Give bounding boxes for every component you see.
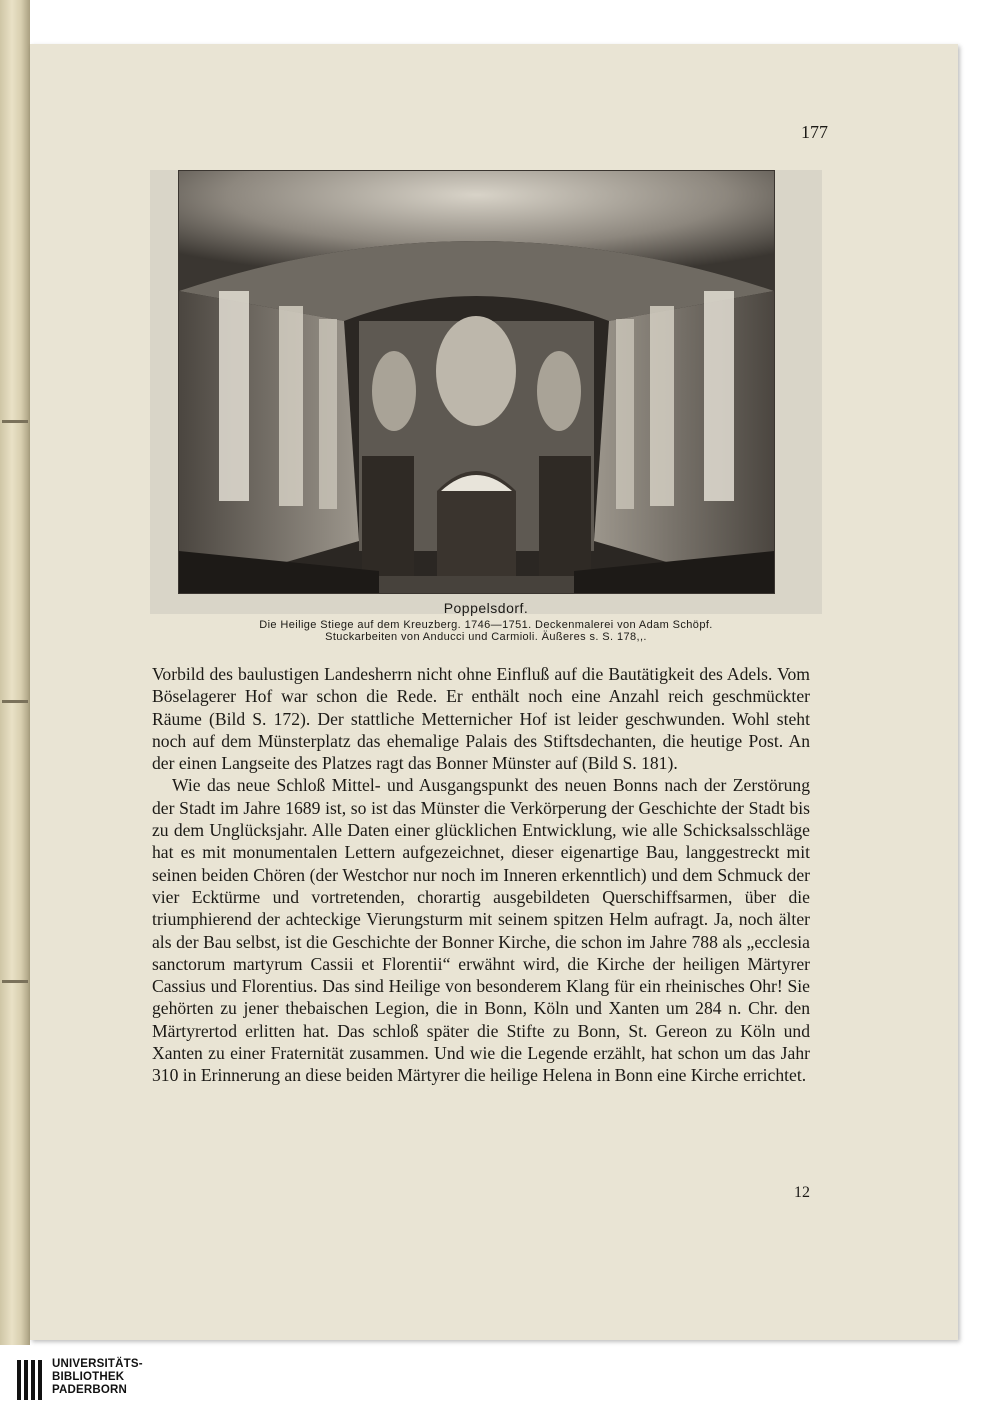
figure-caption-line: Die Heilige Stiege auf dem Kreuzberg. 1746—1751. Deckenmalerei von Adam Schöpf. xyxy=(259,619,713,631)
figure-caption xyxy=(150,600,822,643)
library-name-line: UNIVERSITÄTS- xyxy=(52,1358,143,1370)
library-name xyxy=(52,1358,143,1397)
library-logo xyxy=(0,1351,220,1409)
binding-stitch xyxy=(2,420,28,423)
paragraph: Vorbild des baulustigen Landesherrn nicht ohne Einfluß auf die Bautätigkeit des Adels. Vom Böselagerer Hof war schon die Rede. Er enthält noch eine Anzahl reich geschmückter Räume (Bild S. 172). Der stattliche Metternicher Hof ist leider geschwunden. Wohl steht noch auf dem Münsterplatz das ehemalige Palais des Stiftsdechanten, die heutige Post. An der einen Langseite des Platzes ragt das Bonner Münster auf (Bild S. 181). xyxy=(152,664,810,774)
paragraph: Wie das neue Schloß Mittel- und Ausgangspunkt des neuen Bonns nach der Zerstörung der Stadt im Jahre 1689 ist, so ist das Münster die Verkörperung der Geschichte der Stadt bis zu dem Unglücksjahr. Alle Daten einer glücklichen Entwicklung, wie alle Schicksalsschläge hat es mit monumentalen Lettern aufgezeichnet, dieser eigenartige Bau, langgestreckt mit seinen beiden Chören (der Westchor nur noch im Inneren erkenntlich) und dem Schmuck der vier Ecktürme und vortretenden, chorartig ausgebildeten Querschiffsarmen, über die triumphierend der achteckige Vierungsturm mit seinem spitzen Helm aufragt. Ja, noch älter als der Bau selbst, ist die Geschichte der Bonner Kirche, die schon im Jahre 788 als „ecclesia sanctorum martyrum Cassii et Florentii“ erwähnt wird, die Kirche der heiligen Märtyrer Cassius und Florentius. Das sind Heilige von besonderem Klang für ein rheinisches Ohr! Sie gehörten zu jener thebaischen Legion, die in Bonn, Köln und Xanten um 284 n. Chr. den Märtyrertod erlitten hat. Das schloß später die Stifte zu Bonn, St. Gereon zu Köln und Xanten zu einer Fraternität zusammen. Und wie die Legende erzählt, hat schon um das Jahr 310 in Erinnerung an diese beiden Märtyrer die heilige Helena in Bonn eine Kirche errichtet. xyxy=(152,775,810,1086)
figure-plate xyxy=(150,170,822,614)
figure-title: Poppelsdorf. xyxy=(443,600,529,616)
binding-stitch xyxy=(2,980,28,983)
page-number: 177 xyxy=(801,122,828,142)
library-name-line: BIBLIOTHEK xyxy=(52,1371,125,1383)
library-name-line: PADERBORN xyxy=(52,1384,128,1396)
book-page xyxy=(30,44,958,1340)
figure-photo xyxy=(178,170,775,594)
figure-caption-line: Stuckarbeiten von Anducci und Carmioli. Äußeres s. S. 178,,. xyxy=(325,631,647,643)
staircase-hall-illustration xyxy=(179,171,774,593)
signature-mark: 12 xyxy=(794,1184,810,1201)
binding-stitch xyxy=(2,700,28,703)
library-emblem-icon xyxy=(16,1359,46,1401)
book-binding xyxy=(0,0,30,1345)
body-text xyxy=(152,663,810,1087)
